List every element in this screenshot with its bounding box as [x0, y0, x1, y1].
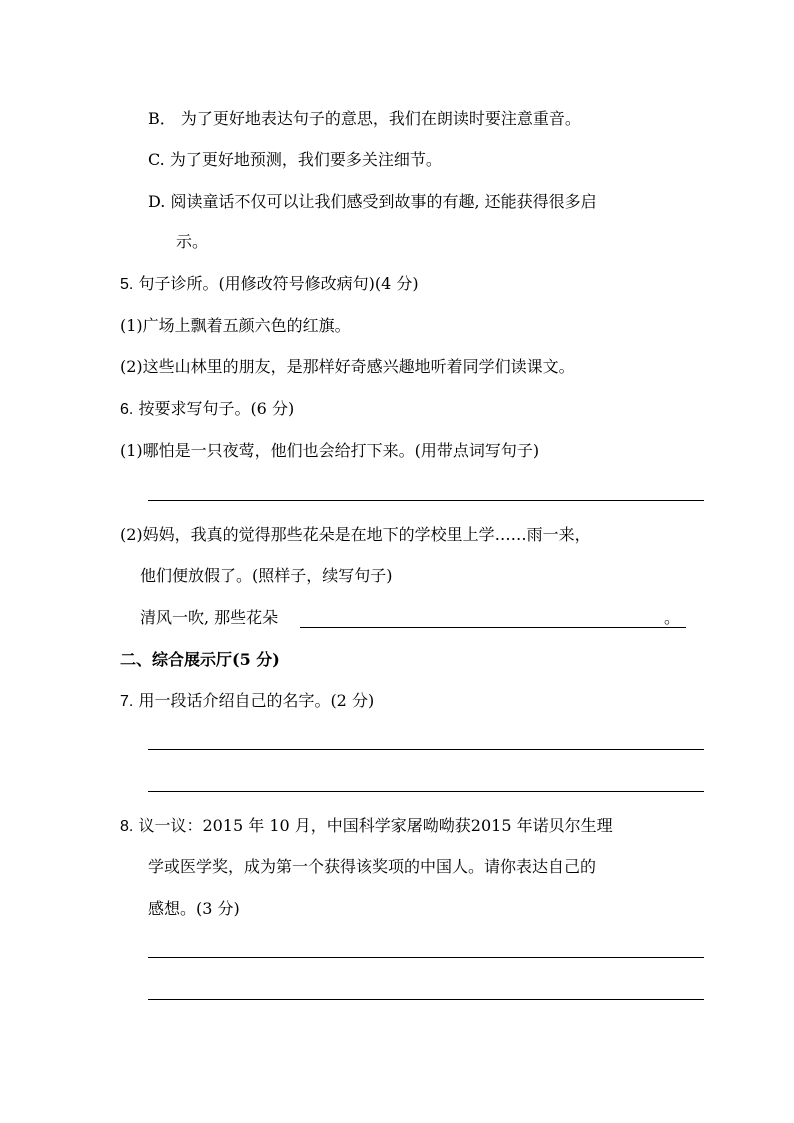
option-b-text: 为了更好地表达句子的意思，我们在朗读时要注意重音。 [180, 109, 581, 128]
option-c-text: 为了更好地预测，我们要多关注细节。 [169, 150, 442, 169]
option-b-label: B． [148, 109, 176, 128]
question-7-text: 用一段话介绍自己的名字。(2 分) [138, 691, 375, 710]
answer-line-q6-1[interactable] [148, 500, 704, 501]
question-6-item-2-line-2: 他们便放假了。(照样子，续写句子) [140, 566, 393, 585]
answer-line-q8-2[interactable] [148, 999, 704, 1000]
answer-line-q7-2[interactable] [148, 791, 704, 792]
option-d-continuation: 示。 [176, 232, 209, 251]
question-6-item-1: (1)哪怕是一只夜莺，他们也会给打下来。(用带点词写句子) [120, 441, 540, 460]
question-5-number: 5. [120, 276, 134, 293]
option-c-label: C. [148, 150, 165, 169]
answer-line-q8-1[interactable] [148, 957, 704, 958]
option-d-label: D. [148, 192, 166, 211]
question-5-item-2: (2)这些山林里的朋友，是那样好奇感兴趣地听着同学们读课文。 [120, 357, 575, 376]
answer-line-q7-1[interactable] [148, 749, 704, 750]
question-6-item-2-line-1: (2)妈妈，我真的觉得那些花朵是在地下的学校里上学……雨一来， [120, 525, 591, 544]
question-7-number: 7. [120, 693, 134, 710]
option-c [148, 150, 442, 170]
question-8 [120, 816, 613, 837]
option-d [148, 192, 597, 212]
section-2-title: 二、综合展示厅(5 分) [120, 650, 280, 669]
question-6-fill-prefix: 清风一吹, 那些花朵 [140, 608, 279, 627]
question-8-number: 8. [120, 818, 134, 835]
question-8-line-3: 感想。(3 分) [148, 899, 240, 918]
question-6-text: 按要求写句子。(6 分) [138, 399, 295, 418]
question-7 [120, 691, 374, 712]
question-6-number: 6. [120, 401, 134, 418]
question-8-line-1: 议一议：2015 年 10 月，中国科学家屠呦呦获2015 年诺贝尔生理 [138, 816, 613, 835]
question-5-item-1: (1)广场上飘着五颜六色的红旗。 [120, 316, 351, 335]
question-6 [120, 399, 294, 420]
answer-line-q6-2[interactable] [300, 627, 686, 628]
option-d-text: 阅读童话不仅可以让我们感受到故事的有趣, 还能获得很多启 [170, 192, 597, 211]
option-b [148, 109, 581, 129]
question-5-text: 句子诊所。(用修改符号修改病句)(4 分) [138, 274, 419, 293]
question-6-fill-end: 。 [664, 608, 681, 627]
question-8-line-2: 学或医学奖，成为第一个获得该奖项的中国人。请你表达自己的 [148, 857, 597, 876]
question-5 [120, 274, 419, 295]
